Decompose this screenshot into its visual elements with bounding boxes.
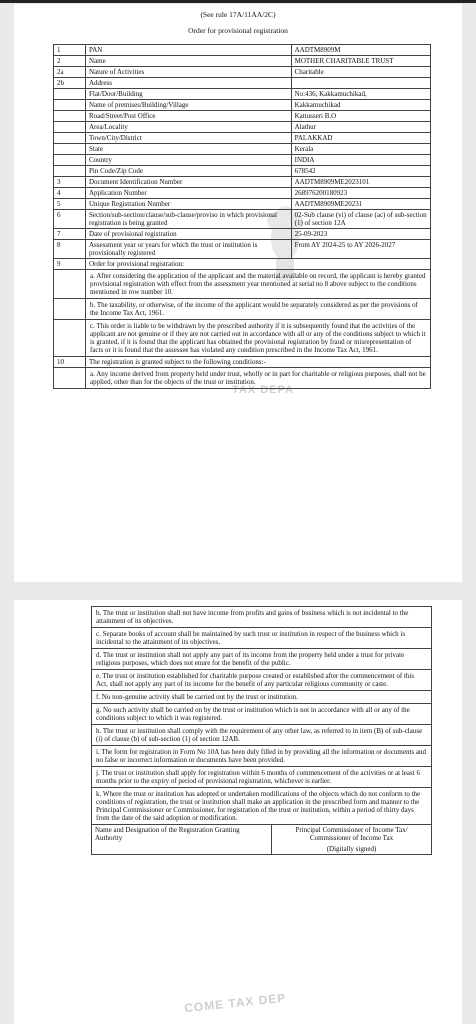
field-row — [54, 78, 431, 89]
field-row — [54, 111, 431, 122]
field-value: 25-09-2023 — [291, 229, 430, 240]
signature-cell — [272, 825, 432, 855]
field-value: 268976200180923 — [291, 188, 430, 199]
condition-row — [92, 788, 432, 825]
condition-item: i. The form for registration in Form No 10A has been duly filled in by providing all the information or documents and no false or incorrect information or documents have been provided. — [92, 746, 432, 767]
document-page-1 — [14, 4, 462, 582]
field-label: Pin Code/Zip Code — [85, 166, 291, 177]
row-number — [54, 155, 86, 166]
condition-item: f. No non-genuine activity shall be carried out by the trust or institution. — [92, 691, 432, 704]
field-value: Alathur — [291, 122, 430, 133]
condition-row — [92, 628, 432, 649]
field-label: Address — [85, 78, 291, 89]
condition-row — [54, 368, 431, 389]
row-number: 1 — [54, 45, 86, 56]
field-value: INDIA — [291, 155, 430, 166]
condition-a: a. Any income derived from property held under trust, wholly or in part for charitable or religious purposes, shall not be applied, other than for the objects of the trust or institution. — [85, 368, 430, 389]
field-row — [54, 210, 431, 229]
order-para-row — [54, 270, 431, 299]
condition-item: d. The trust or institution shall not apply any part of its income from the property held under a trust for private religious purposes, which does not enure for the benefit of the public. — [92, 649, 432, 670]
row-number — [54, 122, 86, 133]
signature-authority: Principal Commissioner of Income Tax/ Commissioner of Income Tax — [295, 826, 408, 842]
field-row — [54, 155, 431, 166]
row-number: 4 — [54, 188, 86, 199]
condition-item: c. Separate books of account shall be maintained by such trust or institution in respect of the business which is incidental to the attainment of its objectives. — [92, 628, 432, 649]
field-label: Road/Street/Post Office — [85, 111, 291, 122]
signature-label: Name and Designation of the Registration Granting Authority — [92, 825, 272, 855]
field-value: 02-Sub clause (vi) of clause (ac) of sub-section (1) of section 12A — [291, 210, 430, 229]
watermark-text: TAX DEPA — [232, 384, 294, 396]
condition-item: h. The trust or institution shall comply with the requirement of any other law, as referred to in item (B) of sub-clause (i) of clause (b) of sub-section (1) of section 12AB. — [92, 725, 432, 746]
field-row — [54, 89, 431, 100]
rule-reference: (See rule 17A/11AA/2C) — [200, 10, 276, 19]
row-number: 2 — [54, 56, 86, 67]
row-number: 6 — [54, 210, 86, 229]
field-row — [54, 177, 431, 188]
field-value: AADTM8909M — [291, 45, 430, 56]
field-label: Section/sub-section/clause/sub-clause/proviso in which provisional registration is being granted — [85, 210, 291, 229]
field-value: Kakkamuchikad — [291, 100, 430, 111]
condition-row — [92, 607, 432, 628]
field-label: Name — [85, 56, 291, 67]
order-para-row — [54, 320, 431, 357]
field-row — [54, 240, 431, 259]
field-label: Country — [85, 155, 291, 166]
row-number: 9 — [54, 259, 86, 270]
field-value: Kattusseri B.O — [291, 111, 430, 122]
row-number: 10 — [54, 357, 86, 368]
condition-item: g. No such activity shall be carried on by the trust or institution which is not in accordance with all or any of the conditions subject to which it was registered. — [92, 704, 432, 725]
field-row — [54, 144, 431, 155]
field-label: Date of provisional registration — [85, 229, 291, 240]
row-number: 3 — [54, 177, 86, 188]
field-row — [54, 229, 431, 240]
conditions-heading-row — [54, 357, 431, 368]
field-value: From AY 2024-25 to AY 2026-2027 — [291, 240, 430, 259]
field-label: Application Number — [85, 188, 291, 199]
field-row — [54, 67, 431, 78]
row-number: 8 — [54, 240, 86, 259]
order-para-c: c. This order is liable to be withdrawn by the prescribed authority if it is subsequently found that the activities of the applicant are not genuine or if they are not carried out in accordance with all or any of the conditions subject to which it is granted, if it is found that the applicant has obtained the provisional registration by fraud or misrepresentation of facts or it is found that the assessee has violated any condition prescribed in the Income Tax Act, 1961. — [85, 320, 430, 357]
condition-item: e. The trust or institution established for charitable purpose created or established after the commencement of this Act, shall not apply any part of its income for the benefit of any particular religious community or caste. — [92, 670, 432, 691]
order-para-row — [54, 299, 431, 320]
condition-row — [92, 691, 432, 704]
field-label: Assessment year or years for which the trust or institution is provisionally registered — [85, 240, 291, 259]
field-label: Document Identification Number — [85, 177, 291, 188]
condition-row — [92, 670, 432, 691]
field-value: PALAKKAD — [291, 133, 430, 144]
row-number: 5 — [54, 199, 86, 210]
field-value: AADTM8909ME2023101 — [291, 177, 430, 188]
row-number — [54, 166, 86, 177]
field-label: Unique Registration Number — [85, 199, 291, 210]
top-edge — [0, 0, 476, 3]
order-para-b: b. The taxability, or otherwise, of the income of the applicant would be separately considered as per the provisions of the Income Tax Act, 1961. — [85, 299, 430, 320]
order-heading: Order for provisional registration: — [85, 259, 430, 270]
condition-item: j. The trust or institution shall apply for registration within 6 months of commencement of the activities or at least 6 months prior to the expiry of period of provisional registration, whichever is earlier. — [92, 767, 432, 788]
condition-row — [92, 767, 432, 788]
field-row — [54, 133, 431, 144]
row-number: 2a — [54, 67, 86, 78]
field-label: State — [85, 144, 291, 155]
row-number — [54, 89, 86, 100]
field-row — [54, 56, 431, 67]
field-value: MOTHER CHARITABLE TRUST — [291, 56, 430, 67]
field-row — [54, 100, 431, 111]
row-number — [54, 144, 86, 155]
field-value: Charitable — [291, 67, 430, 78]
field-value: 678542 — [291, 166, 430, 177]
order-para-a: a. After considering the application of the applicant and the material available on record, the applicant is hereby granted provisional registration with effect from the assessment year mentioned at serial no 8 above subject to the conditions mentioned in row number 10. — [85, 270, 430, 299]
field-row — [54, 199, 431, 210]
condition-row — [92, 704, 432, 725]
field-value: No:436, Kakkamuchikad, — [291, 89, 430, 100]
row-number: 2b — [54, 78, 86, 89]
row-number: 7 — [54, 229, 86, 240]
condition-row — [92, 649, 432, 670]
conditions-heading: The registration is granted subject to the following conditions:- — [85, 357, 430, 368]
condition-item: k. Where the trust or institution has adopted or undertaken modifications of the objects which do not conform to the conditions of registration, the trust or institution shall make an application in the prescribed form and manner to the Principal Commissioner or Commissioner, for registration of the trust or institution, within a period of thirty days from the date of the said adoption or modification. — [92, 788, 432, 825]
field-row — [54, 122, 431, 133]
registration-table — [53, 44, 431, 389]
field-row — [54, 166, 431, 177]
field-label: PAN — [85, 45, 291, 56]
field-row — [54, 188, 431, 199]
row-number — [54, 133, 86, 144]
condition-row — [92, 746, 432, 767]
digitally-signed-note: (Digitally signed) — [326, 845, 377, 853]
order-heading-row — [54, 259, 431, 270]
conditions-table — [91, 606, 432, 855]
document-page-2 — [14, 600, 462, 1024]
document-title: Order for provisional registration — [188, 26, 288, 35]
field-label: Nature of Activities — [85, 67, 291, 78]
field-value — [291, 78, 430, 89]
condition-row — [92, 725, 432, 746]
field-value: Kerala — [291, 144, 430, 155]
row-number — [54, 111, 86, 122]
field-row — [54, 45, 431, 56]
signature-row — [92, 825, 432, 855]
row-number — [54, 100, 86, 111]
field-label: Area/Locality — [85, 122, 291, 133]
watermark-text: COME TAX DEP — [183, 990, 287, 1016]
field-label: Flat/Door/Building — [85, 89, 291, 100]
condition-item: b. The trust or institution shall not have income from profits and gains of business which is not incidental to the attainment of its objectives. — [92, 607, 432, 628]
field-label: Name of premises/Building/Village — [85, 100, 291, 111]
field-value: AADTM8909ME20231 — [291, 199, 430, 210]
field-label: Town/City/District — [85, 133, 291, 144]
